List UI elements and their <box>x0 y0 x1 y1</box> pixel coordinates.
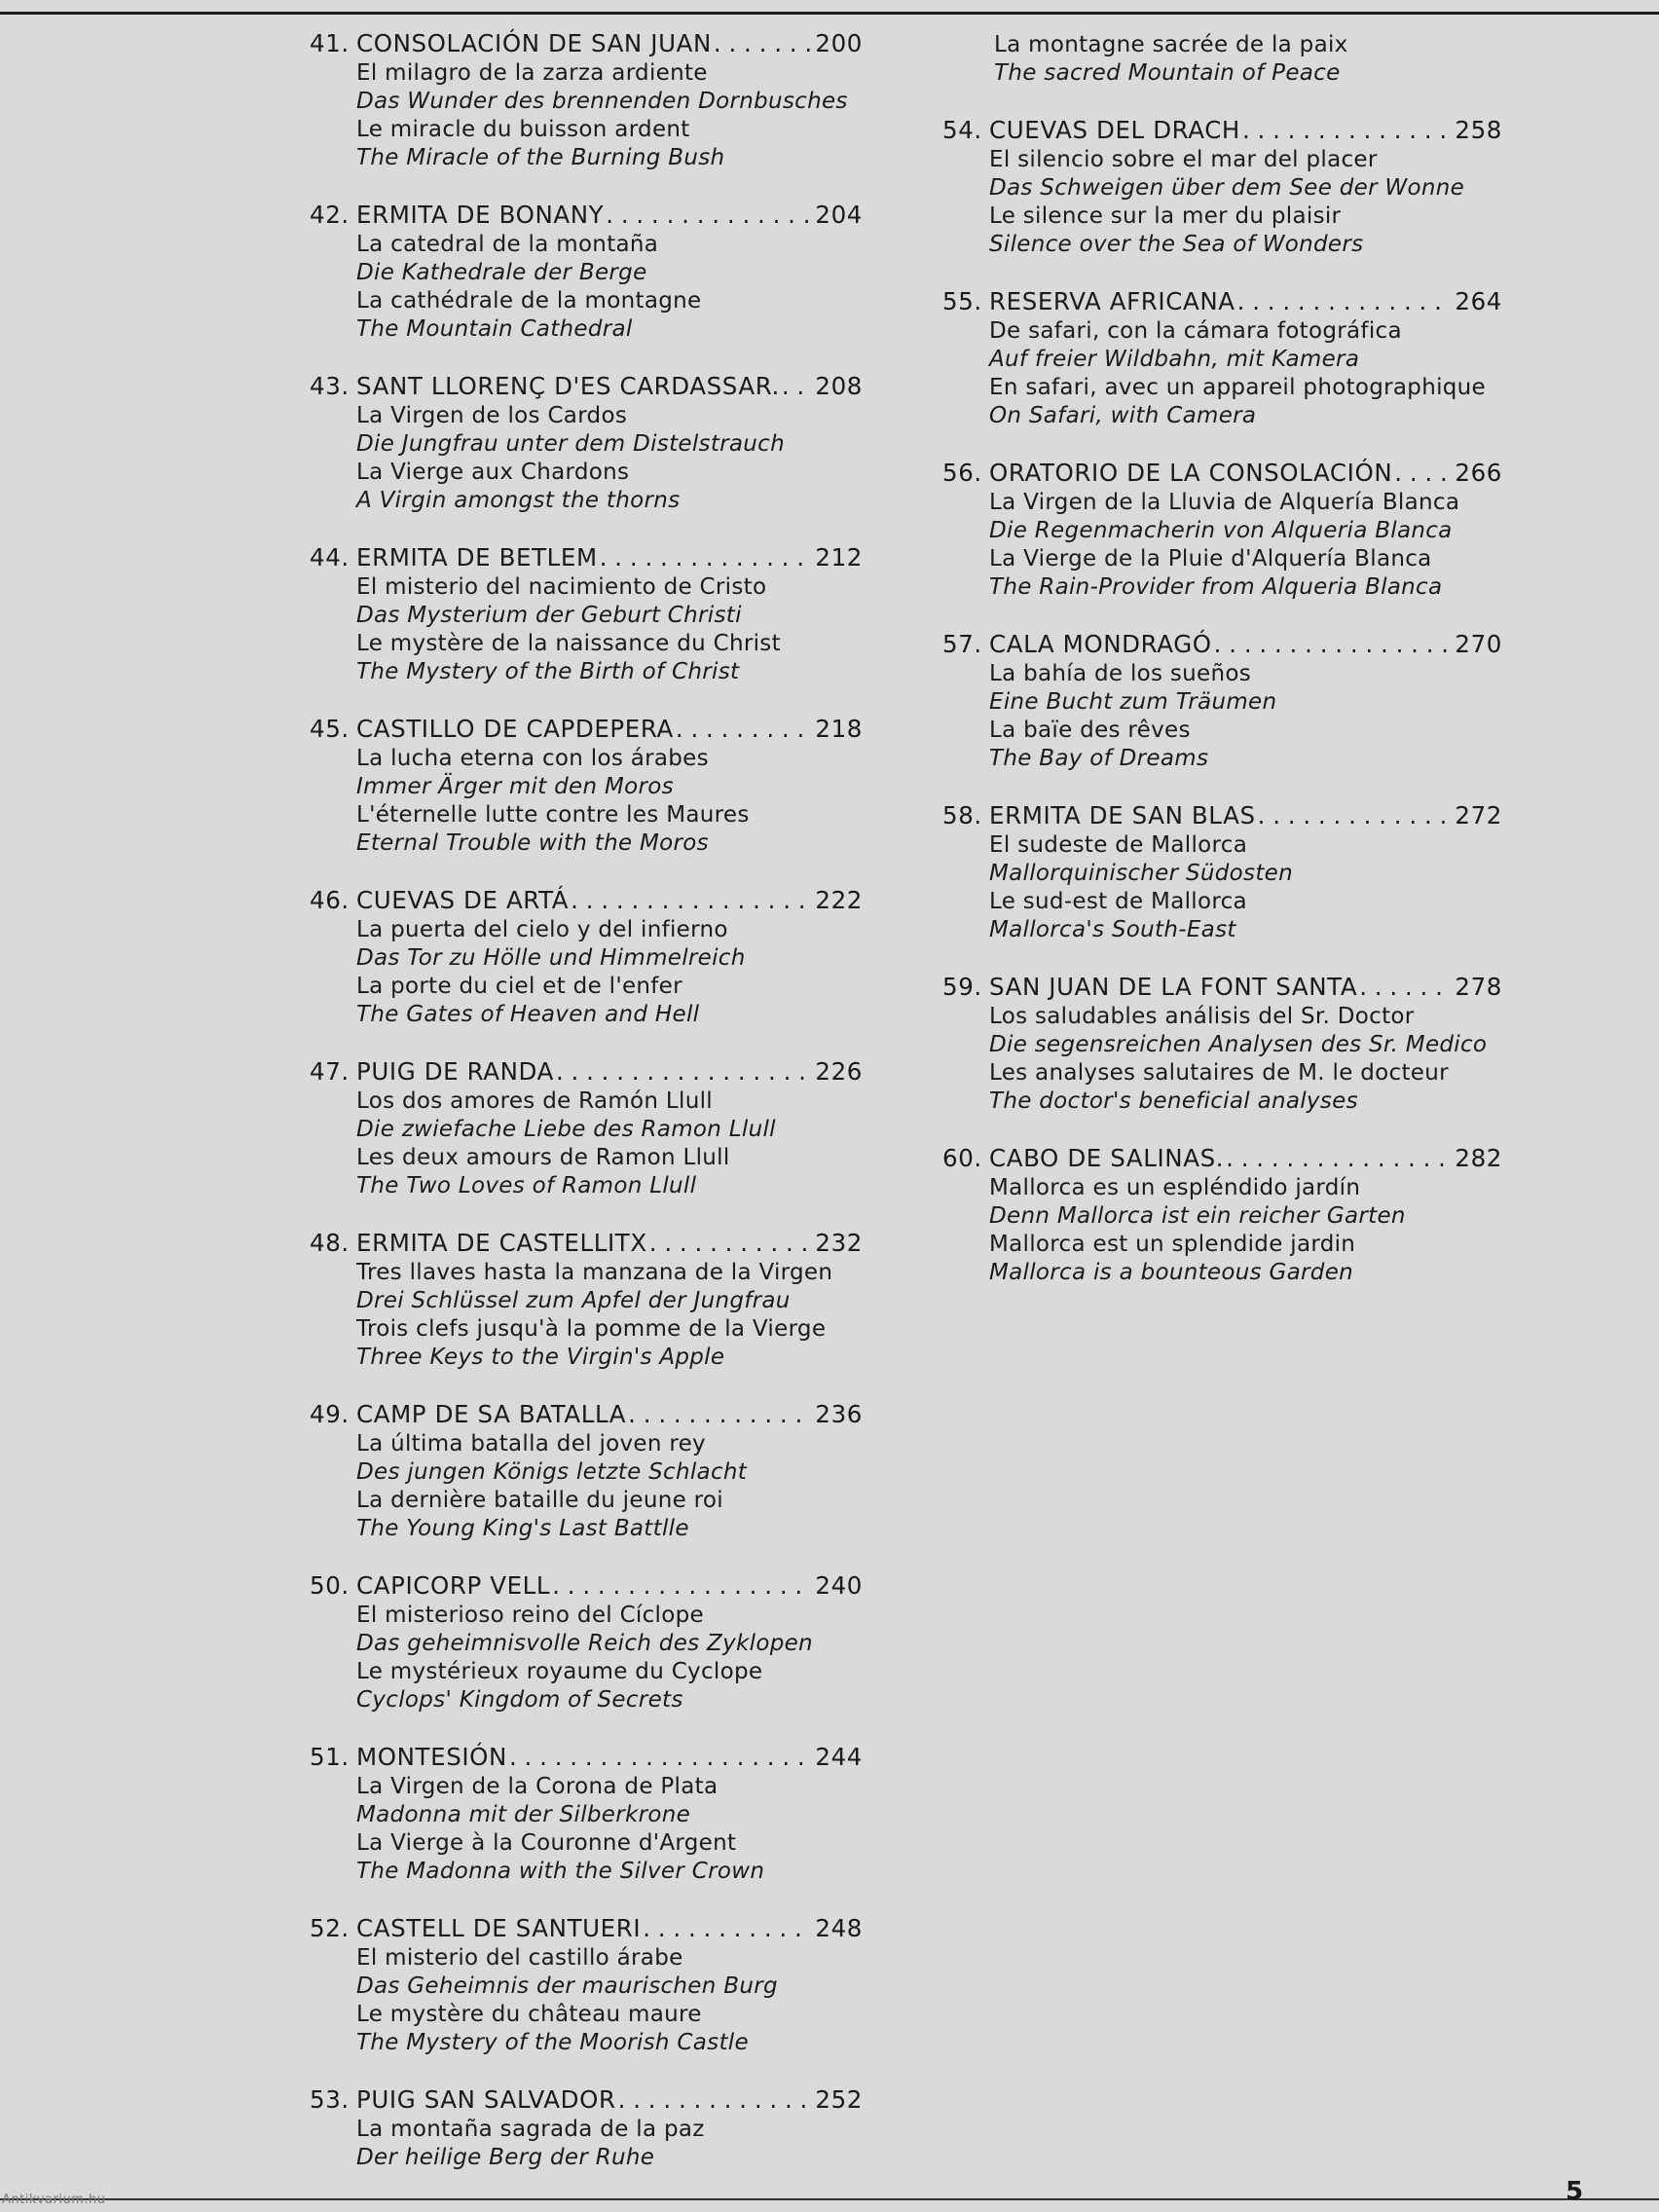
subtitle-line: El silencio sobre el mar del placer <box>989 147 1378 172</box>
subtitle-line: The Two Loves of Ramon Llull <box>356 1173 697 1198</box>
entry-page-number: 258 <box>1455 116 1502 144</box>
subtitle-line: Tres llaves hasta la manzana de la Virgen <box>356 1260 833 1285</box>
dot-leader <box>643 1914 811 1942</box>
toc-entry-heading <box>310 1229 863 1257</box>
toc-entry <box>310 1229 863 1372</box>
subtitle-line: On Safari, with Camera <box>989 403 1257 428</box>
entry-title: PUIG SAN SALVADOR <box>356 2085 616 2114</box>
toc-entry-heading <box>310 2085 863 2114</box>
toc-entry-heading <box>310 1914 863 1942</box>
entry-page-number: 278 <box>1455 973 1502 1001</box>
entry-page-number: 204 <box>815 201 863 229</box>
dot-leader <box>676 715 812 743</box>
toc-entry-heading <box>942 116 1502 144</box>
dot-leader <box>1359 973 1451 1001</box>
entry-number: 50. <box>310 1571 350 1600</box>
entry-title: CUEVAS DEL DRACH <box>989 116 1240 144</box>
entry-subtitles <box>356 916 863 1029</box>
entry-page-number: 212 <box>815 543 863 571</box>
subtitle-line: The Rain-Provider from Alqueria Blanca <box>989 574 1443 600</box>
entry-subtitles <box>989 317 1502 430</box>
entry-subtitles <box>356 231 863 344</box>
dot-leader <box>782 372 812 400</box>
toc-entry <box>942 630 1502 773</box>
entry-title: CAPICORP VELL <box>356 1571 551 1600</box>
subtitle-line: Les analyses salutaires de M. le docteur <box>989 1060 1449 1086</box>
toc-entry <box>310 886 863 1029</box>
entry-number: 44. <box>310 543 350 571</box>
subtitle-line: Auf freier Wildbahn, mit Kamera <box>989 347 1360 372</box>
entry-page-number: 252 <box>815 2085 863 2114</box>
entry-page-number: 200 <box>815 29 863 57</box>
subtitle-line: La Virgen de la Corona de Plata <box>356 1774 719 1799</box>
subtitle-line: The Mystery of the Moorish Castle <box>356 2030 749 2055</box>
subtitle-line: Les deux amours de Ramon Llull <box>356 1145 730 1170</box>
dot-leader <box>606 201 811 229</box>
subtitle-line: Des jungen Königs letzte Schlacht <box>356 1459 748 1485</box>
subtitle-line: Le mystérieux royaume du Cyclope <box>356 1659 763 1684</box>
bottom-rule <box>0 2198 1659 2200</box>
entry-number: 48. <box>310 1229 350 1257</box>
entry-number: 54. <box>942 116 982 144</box>
subtitle-line: El misterio del castillo árabe <box>356 1945 683 1971</box>
entry-page-number: 240 <box>815 1571 863 1600</box>
toc-entry-heading <box>942 287 1502 315</box>
entry-subtitles <box>989 660 1502 773</box>
entry-number: 56. <box>942 459 982 487</box>
dot-leader <box>649 1229 812 1257</box>
subtitle-line: El misterio del nacimiento de Cristo <box>356 574 767 600</box>
subtitle-line: La última batalla del joven rey <box>356 1431 706 1456</box>
toc-entry <box>942 287 1502 430</box>
subtitle-line: La Vierge à la Couronne d'Argent <box>356 1830 737 1856</box>
toc-entry-heading <box>310 1400 863 1428</box>
subtitle-line: Madonna mit der Silberkrone <box>356 1802 691 1827</box>
entry-number: 57. <box>942 630 982 658</box>
entry-page-number: 264 <box>1455 287 1502 315</box>
toc-entry-heading <box>310 543 863 571</box>
entry-title: CALA MONDRAGÓ <box>989 630 1212 658</box>
entry-page-number: 236 <box>815 1400 863 1428</box>
entry-subtitles <box>356 2116 863 2172</box>
page-number: 5 <box>1566 2177 1584 2206</box>
subtitle-line: The sacred Mountain of Peace <box>994 60 1341 86</box>
subtitle-line: Das Tor zu Hölle und Himmelreich <box>356 945 746 971</box>
toc-entry-heading <box>942 630 1502 658</box>
entry-page-number: 272 <box>1455 801 1502 830</box>
entry-title: SAN JUAN DE LA FONT SANTA <box>989 973 1358 1001</box>
entry-title: MONTESIÓN <box>356 1743 507 1771</box>
subtitle-line: El misterioso reino del Cíclope <box>356 1603 704 1628</box>
entry-number: 46. <box>310 886 350 914</box>
entry-subtitles <box>356 402 863 515</box>
toc-entry-heading <box>942 1144 1502 1172</box>
subtitle-line: El milagro de la zarza ardiente <box>356 60 708 86</box>
dot-leader <box>556 1057 811 1086</box>
dot-leader <box>509 1743 811 1771</box>
subtitle-line: Eternal Trouble with the Moros <box>356 830 709 856</box>
toc-entry-heading <box>310 1743 863 1771</box>
entry-page-number: 282 <box>1455 1144 1502 1172</box>
dot-leader <box>600 543 812 571</box>
entry-title: ERMITA DE CASTELLITX <box>356 1229 647 1257</box>
subtitle-line: Mallorca es un espléndido jardín <box>989 1175 1361 1200</box>
subtitle-line: Die Regenmacherin von Alqueria Blanca <box>989 518 1453 543</box>
toc-column-left <box>310 29 863 2200</box>
subtitle-line: The Young King's Last Battlle <box>356 1516 689 1541</box>
subtitle-line: La Virgen de la Lluvia de Alquería Blanca <box>989 490 1460 515</box>
subtitle-line: The Miracle of the Burning Bush <box>356 145 725 170</box>
subtitle-line: La montaña sagrada de la paz <box>356 2117 705 2142</box>
subtitle-line: Le mystère de la naissance du Christ <box>356 631 781 656</box>
entry-number: 45. <box>310 715 350 743</box>
subtitle-line: Silence over the Sea of Wonders <box>989 232 1364 257</box>
entry-subtitles <box>356 1944 863 2057</box>
top-rule <box>0 12 1659 15</box>
subtitle-line: The doctor's beneficial analyses <box>989 1088 1358 1114</box>
entry-subtitles <box>989 1003 1502 1116</box>
subtitle-line: La Vierge de la Pluie d'Alquería Blanca <box>989 546 1432 571</box>
toc-entry <box>310 372 863 515</box>
entry-title: ERMITA DE BONANY <box>356 201 605 229</box>
subtitle-line: La cathédrale de la montagne <box>356 288 702 313</box>
toc-entry <box>942 1144 1502 1287</box>
dot-leader <box>1226 1144 1451 1172</box>
toc-entry <box>310 1400 863 1543</box>
subtitle-line: Der heilige Berg der Ruhe <box>356 2145 655 2170</box>
toc-entry-heading <box>942 973 1502 1001</box>
toc-entry-heading <box>310 201 863 229</box>
toc-entry <box>310 1914 863 2057</box>
subtitle-line: Le miracle du buisson ardent <box>356 117 690 142</box>
subtitle-line: The Madonna with the Silver Crown <box>356 1859 765 1884</box>
subtitle-line: Das Mysterium der Geburt Christi <box>356 603 742 628</box>
toc-entry <box>942 116 1502 259</box>
toc-entry-heading <box>310 1057 863 1086</box>
subtitle-line: Das Geheimnis der maurischen Burg <box>356 1973 778 1999</box>
entry-number: 58. <box>942 801 982 830</box>
subtitle-line: Mallorca est un splendide jardin <box>989 1232 1356 1257</box>
entry-title: SANT LLORENÇ D'ES CARDASSAR. <box>356 372 780 400</box>
subtitle-line: Le mystère du château maure <box>356 2002 702 2027</box>
subtitle-line: Die segensreichen Analysen des Sr. Medico <box>989 1032 1488 1057</box>
dot-leader <box>1214 630 1452 658</box>
dot-leader <box>714 29 812 57</box>
entry-page-number: 248 <box>815 1914 863 1942</box>
toc-entry-heading <box>942 459 1502 487</box>
toc-entry-heading <box>310 1571 863 1600</box>
subtitle-line: The Bay of Dreams <box>989 746 1209 771</box>
subtitle-line: Mallorquinischer Südosten <box>989 861 1293 886</box>
subtitle-line: Three Keys to the Virgin's Apple <box>356 1345 725 1370</box>
subtitle-line: A Virgin amongst the thorns <box>356 488 681 513</box>
entry-subtitles <box>356 59 863 172</box>
subtitle-line: La catedral de la montaña <box>356 232 659 257</box>
subtitle-line: La Virgen de los Cardos <box>356 403 628 428</box>
subtitle-line: Los dos amores de Ramón Llull <box>356 1088 713 1114</box>
dot-leader <box>628 1400 811 1428</box>
toc-entry <box>310 715 863 858</box>
toc-entry <box>310 201 863 344</box>
subtitle-line: Das Wunder des brennenden Dornbusches <box>356 89 848 114</box>
toc-entry <box>310 1057 863 1200</box>
subtitle-line: La montagne sacrée de la paix <box>994 32 1348 57</box>
subtitle-line: Drei Schlüssel zum Apfel der Jungfrau <box>356 1288 791 1313</box>
entry-number: 59. <box>942 973 982 1001</box>
subtitle-line: The Mountain Cathedral <box>356 316 633 342</box>
entry-number: 60. <box>942 1144 982 1172</box>
subtitle-line: De safari, con la cámara fotográfica <box>989 318 1402 344</box>
subtitle-line: El sudeste de Mallorca <box>989 832 1248 858</box>
subtitle-line: Mallorca is a bounteous Garden <box>989 1260 1354 1285</box>
dot-leader <box>1242 116 1451 144</box>
entry-page-number: 208 <box>815 372 863 400</box>
entry-number: 43. <box>310 372 350 400</box>
subtitle-line: La puerta del cielo y del infierno <box>356 917 728 942</box>
entry-number: 42. <box>310 201 350 229</box>
subtitle-line: Le sud-est de Mallorca <box>989 889 1247 914</box>
entry-title: CABO DE SALINAS. <box>989 1144 1225 1172</box>
subtitle-line: En safari, avec un appareil photographique <box>989 375 1486 400</box>
entry-number: 52. <box>310 1914 350 1942</box>
toc-entry <box>310 2085 863 2172</box>
entry-number: 49. <box>310 1400 350 1428</box>
entry-title: CASTILLO DE CAPDEPERA <box>356 715 674 743</box>
toc-column-right <box>942 29 1502 1315</box>
dot-leader <box>552 1571 811 1600</box>
dot-leader <box>618 2085 812 2114</box>
subtitle-line: Das geheimnisvolle Reich des Zyklopen <box>356 1631 813 1656</box>
entry-page-number: 232 <box>815 1229 863 1257</box>
subtitle-line: Mallorca's South-East <box>989 917 1236 942</box>
entry-subtitles <box>356 1773 863 1886</box>
entry-title: ERMITA DE SAN BLAS <box>989 801 1256 830</box>
entry-number: 53. <box>310 2085 350 2114</box>
entry-subtitles <box>356 1430 863 1543</box>
toc-entry-heading <box>310 715 863 743</box>
toc-entry-heading <box>942 801 1502 830</box>
entry-number: 41. <box>310 29 350 57</box>
watermark: Antikvarium.hu <box>2 2193 106 2207</box>
dot-leader <box>1394 459 1451 487</box>
entry-page-number: 266 <box>1455 459 1502 487</box>
subtitle-line: La dernière bataille du jeune roi <box>356 1488 723 1513</box>
entry-title: CAMP DE SA BATALLA <box>356 1400 627 1428</box>
entry-page-number: 226 <box>815 1057 863 1086</box>
subtitle-line: Immer Ärger mit den Moros <box>356 774 674 799</box>
entry-title: RESERVA AFRICANA <box>989 287 1235 315</box>
subtitle-line: Le silence sur la mer du plaisir <box>989 203 1342 229</box>
entry-title: CONSOLACIÓN DE SAN JUAN <box>356 29 712 57</box>
entry-subtitles <box>356 573 863 686</box>
toc-entry-heading <box>310 886 863 914</box>
entry-subtitles <box>989 489 1502 602</box>
entry-title: ERMITA DE BETLEM <box>356 543 598 571</box>
entry-page-number: 270 <box>1455 630 1502 658</box>
subtitle-line: The Gates of Heaven and Hell <box>356 1002 700 1027</box>
subtitle-line: Denn Mallorca ist ein reicher Garten <box>989 1203 1406 1229</box>
entry-page-number: 244 <box>815 1743 863 1771</box>
entry-subtitles <box>989 146 1502 259</box>
toc-entry-heading <box>310 372 863 400</box>
toc-entry <box>942 459 1502 602</box>
subtitle-line: La bahía de los sueños <box>989 661 1252 686</box>
entry-number: 47. <box>310 1057 350 1086</box>
toc-entry <box>310 1571 863 1714</box>
subtitle-line: La Vierge aux Chardons <box>356 460 630 485</box>
subtitle-line: La lucha eterna con los árabes <box>356 746 709 771</box>
subtitle-line: La porte du ciel et de l'enfer <box>356 974 682 999</box>
subtitle-line: Die Jungfrau unter dem Distelstrauch <box>356 431 785 457</box>
entry-subtitles <box>356 1259 863 1372</box>
entry-number: 55. <box>942 287 982 315</box>
subtitle-line: La baïe des rêves <box>989 718 1191 743</box>
subtitle-line: Los saludables análisis del Sr. Doctor <box>989 1004 1415 1029</box>
entry-title: PUIG DE RANDA <box>356 1057 554 1086</box>
subtitle-line: Das Schweigen über dem See der Wonne <box>989 175 1465 201</box>
dot-leader <box>1258 801 1452 830</box>
entry-title: ORATORIO DE LA CONSOLACIÓN <box>989 459 1393 487</box>
toc-entry <box>942 973 1502 1116</box>
toc-entry <box>310 29 863 172</box>
entry-subtitles <box>356 745 863 858</box>
toc-entry <box>310 543 863 686</box>
entry-page-number: 218 <box>815 715 863 743</box>
subtitle-line: L'éternelle lutte contre les Maures <box>356 802 750 828</box>
entry-subtitles <box>356 1602 863 1714</box>
entry-title: CUEVAS DE ARTÁ <box>356 886 570 914</box>
entry-subtitles <box>989 831 1502 944</box>
entry-number: 51. <box>310 1743 350 1771</box>
toc-entry-continuation <box>942 31 1502 88</box>
entry-subtitles <box>356 1088 863 1200</box>
entry-subtitles <box>989 1174 1502 1287</box>
toc-entry <box>942 801 1502 944</box>
toc-entry <box>310 1743 863 1886</box>
subtitle-line: The Mystery of the Birth of Christ <box>356 659 740 684</box>
subtitle-line: Eine Bucht zum Träumen <box>989 689 1277 715</box>
entry-title: CASTELL DE SANTUERI <box>356 1914 642 1942</box>
subtitle-line: Trois clefs jusqu'à la pomme de la Vierge <box>356 1316 827 1342</box>
entry-page-number: 222 <box>815 886 863 914</box>
dot-leader <box>571 886 811 914</box>
subtitle-line: Cyclops' Kingdom of Secrets <box>356 1687 683 1713</box>
subtitle-line: Die Kathedrale der Berge <box>356 260 647 285</box>
subtitle-line: Die zwiefache Liebe des Ramon Llull <box>356 1117 776 1142</box>
dot-leader <box>1237 287 1452 315</box>
toc-entry-heading <box>310 29 863 57</box>
